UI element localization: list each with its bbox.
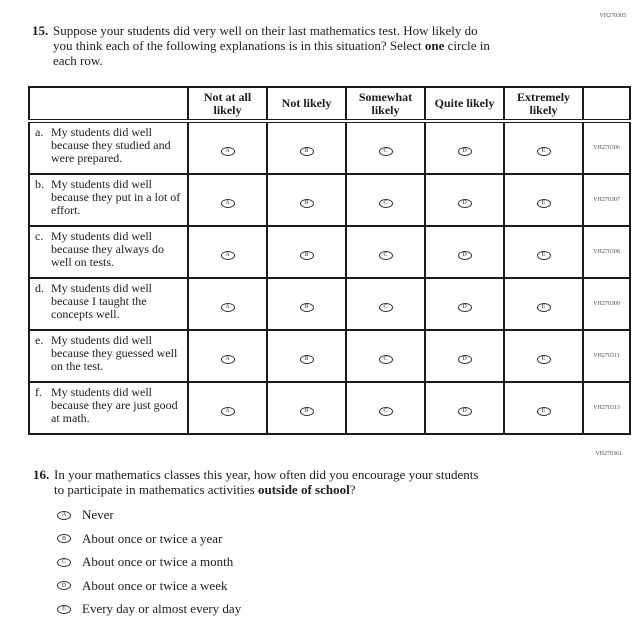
question-16-text (54, 468, 593, 498)
radio-b-2[interactable] (300, 199, 314, 208)
row-e-stem (29, 330, 188, 382)
oval-letter: D (462, 304, 467, 310)
radio-e-1[interactable] (221, 355, 235, 364)
radio-b-3[interactable] (379, 199, 393, 208)
radio-d-4[interactable] (458, 303, 472, 312)
table-row-d (29, 278, 630, 330)
q16-option-week (57, 579, 241, 593)
q15-line2-pre: you think each of the following explanations is in this situation? Select (53, 37, 425, 53)
table-row-a (29, 121, 630, 174)
q16-option-month (57, 555, 241, 569)
oval-letter: C (383, 408, 388, 414)
choice-cell (346, 382, 425, 434)
oval-letter: D (462, 252, 467, 258)
choice-cell (346, 226, 425, 278)
radio-c-2[interactable] (300, 251, 314, 260)
radio-a-2[interactable] (300, 147, 314, 156)
oval-letter: A (225, 304, 230, 310)
table-row-b (29, 174, 630, 226)
oval-letter: A (225, 408, 230, 414)
row-d-stem (29, 278, 188, 330)
choice-cell (425, 121, 504, 174)
q16-line1: In your mathematics classes this year, how often did you encourage your students (54, 467, 479, 482)
choice-cell (188, 121, 267, 174)
choice-cell (504, 382, 583, 434)
oval-letter: A (225, 356, 230, 362)
choice-cell (425, 330, 504, 382)
choice-cell (188, 330, 267, 382)
radio-d-1[interactable] (221, 303, 235, 312)
col-header-not-likely: Not likely (267, 87, 346, 121)
choice-cell (346, 121, 425, 174)
row-c-letter: c. (35, 229, 44, 243)
q16-option-never (57, 508, 241, 522)
choice-cell (267, 226, 346, 278)
choice-cell (346, 330, 425, 382)
oval-letter: E (62, 606, 66, 612)
choice-cell (267, 174, 346, 226)
col-header-quite-likely: Quite likely (425, 87, 504, 121)
oval-letter: E (541, 200, 546, 206)
q15-line1: Suppose your students did very well on their last mathematics test. How likely do (53, 23, 478, 38)
col-header-somewhat-likely: Somewhat likely (346, 87, 425, 121)
q15-line2 (53, 39, 577, 54)
choice-cell (267, 330, 346, 382)
choice-cell (267, 278, 346, 330)
oval-letter: D (462, 356, 467, 362)
row-e-text: My students did well because they guessed well on the test. (51, 333, 178, 373)
radio-q16-1[interactable] (57, 511, 71, 520)
oval-letter: D (462, 200, 467, 206)
choice-cell (425, 226, 504, 278)
col-header-extremely-likely: Extremely likely (504, 87, 583, 121)
radio-c-1[interactable] (221, 251, 235, 260)
radio-a-3[interactable] (379, 147, 393, 156)
oval-letter: B (304, 148, 309, 154)
row-a-text: My students did well because they studied and were prepared. (51, 125, 171, 165)
row-d-letter: d. (35, 281, 44, 295)
choice-cell (188, 382, 267, 434)
oval-letter: D (462, 148, 467, 154)
row-c-stem (29, 226, 188, 278)
oval-letter: B (304, 252, 309, 258)
row-f-code: VH270313 (583, 382, 630, 434)
item-code-q15: VH270305 (599, 13, 626, 19)
choice-cell (504, 174, 583, 226)
choice-cell (504, 121, 583, 174)
question-15 (32, 24, 577, 68)
option-label: Never (82, 507, 114, 522)
radio-c-4[interactable] (458, 251, 472, 260)
choice-cell (188, 174, 267, 226)
row-f-stem (29, 382, 188, 434)
radio-c-5[interactable] (537, 251, 551, 260)
row-b-letter: b. (35, 177, 44, 191)
radio-f-4[interactable] (458, 407, 472, 416)
radio-q16-3[interactable] (57, 558, 71, 567)
radio-e-2[interactable] (300, 355, 314, 364)
radio-a-1[interactable] (221, 147, 235, 156)
question-15-text (53, 24, 577, 68)
choice-cell (425, 278, 504, 330)
oval-letter: B (304, 408, 309, 414)
oval-letter: C (61, 559, 66, 565)
oval-letter: B (304, 356, 309, 362)
q15-line2-bold: one (424, 37, 445, 53)
row-d-code: VH270309 (583, 278, 630, 330)
question-15-number: 15. (32, 23, 49, 38)
col-header-not-at-all-likely: Not at all likely (188, 87, 267, 121)
radio-d-2[interactable] (300, 303, 314, 312)
choice-cell (504, 226, 583, 278)
row-e-code: VH270311 (583, 330, 630, 382)
oval-letter: A (225, 200, 230, 206)
oval-letter: C (383, 252, 388, 258)
oval-letter: C (383, 200, 388, 206)
radio-f-1[interactable] (221, 407, 235, 416)
option-label: Every day or almost every day (82, 601, 242, 616)
row-b-code: VH270307 (583, 174, 630, 226)
radio-f-3[interactable] (379, 407, 393, 416)
oval-letter: C (383, 356, 388, 362)
q15-likelihood-table (28, 86, 631, 435)
radio-f-2[interactable] (300, 407, 314, 416)
radio-e-5[interactable] (537, 355, 551, 364)
option-label: About once or twice a week (82, 577, 228, 593)
choice-cell (346, 174, 425, 226)
question-16 (33, 468, 593, 498)
oval-letter: C (383, 304, 388, 310)
radio-e-4[interactable] (458, 355, 472, 364)
radio-q16-4[interactable] (57, 581, 71, 590)
option-label: About once or twice a month (82, 554, 234, 569)
row-f-text: My students did well because they are just good at math. (51, 385, 178, 425)
choice-cell (504, 278, 583, 330)
choice-cell (188, 278, 267, 330)
row-d-text: My students did well because I taught the concepts well. (51, 281, 152, 321)
radio-b-1[interactable] (221, 199, 235, 208)
table-row-e (29, 330, 630, 382)
oval-letter: D (61, 582, 67, 589)
row-a-stem (29, 121, 188, 174)
radio-q16-5[interactable] (57, 605, 71, 614)
header-row (29, 87, 630, 121)
choice-cell (425, 382, 504, 434)
choice-cell (188, 226, 267, 278)
radio-c-3[interactable] (379, 251, 393, 260)
radio-d-5[interactable] (537, 303, 551, 312)
radio-d-3[interactable] (379, 303, 393, 312)
oval-letter: A (61, 512, 67, 518)
choice-cell (267, 121, 346, 174)
q15-line2-post: circle in (444, 37, 490, 53)
row-f-letter: f. (35, 385, 42, 399)
code-column-header (583, 87, 630, 121)
q16-line2-bold: outside of school (257, 481, 350, 497)
choice-cell (346, 278, 425, 330)
table-row-c (29, 226, 630, 278)
oval-letter: E (541, 304, 546, 310)
row-a-letter: a. (35, 125, 44, 139)
row-b-text: My students did well because they put in a lot of effort. (51, 177, 181, 217)
oval-letter: E (541, 252, 546, 258)
oval-letter: A (225, 252, 230, 258)
choice-cell (267, 382, 346, 434)
q16-option-year (57, 532, 241, 546)
radio-b-5[interactable] (537, 199, 551, 208)
radio-b-4[interactable] (458, 199, 472, 208)
oval-letter: B (304, 200, 309, 206)
row-c-text: My students did well because they always do well on tests. (51, 229, 164, 269)
oval-letter: B (61, 535, 66, 542)
item-code-q16: VH270361 (595, 451, 622, 457)
q15-line3: each row. (53, 52, 103, 68)
row-e-letter: e. (35, 333, 44, 347)
choice-cell (504, 330, 583, 382)
table-row-f (29, 382, 630, 434)
radio-a-5[interactable] (537, 147, 551, 156)
q16-line2 (54, 483, 593, 498)
radio-q16-2[interactable] (57, 534, 71, 543)
oval-letter: E (541, 356, 546, 362)
q16-line2-post: ? (349, 481, 356, 497)
q16-options (57, 508, 241, 626)
row-a-code: VH270306 (583, 121, 630, 174)
row-c-code: VH270308 (583, 226, 630, 278)
q16-option-everyday (57, 602, 241, 616)
oval-letter: D (462, 408, 467, 414)
oval-letter: E (541, 148, 546, 154)
radio-f-5[interactable] (537, 407, 551, 416)
radio-a-4[interactable] (458, 147, 472, 156)
oval-letter: C (383, 148, 388, 154)
question-16-number: 16. (33, 467, 50, 482)
oval-letter: B (304, 304, 309, 310)
choice-cell (425, 174, 504, 226)
oval-letter: E (541, 408, 546, 414)
option-label: About once or twice a year (82, 530, 223, 546)
q16-line2-pre: to participate in mathematics activities (54, 481, 258, 497)
row-b-stem (29, 174, 188, 226)
oval-letter: A (225, 148, 230, 154)
corner-cell (29, 87, 188, 121)
radio-e-3[interactable] (379, 355, 393, 364)
